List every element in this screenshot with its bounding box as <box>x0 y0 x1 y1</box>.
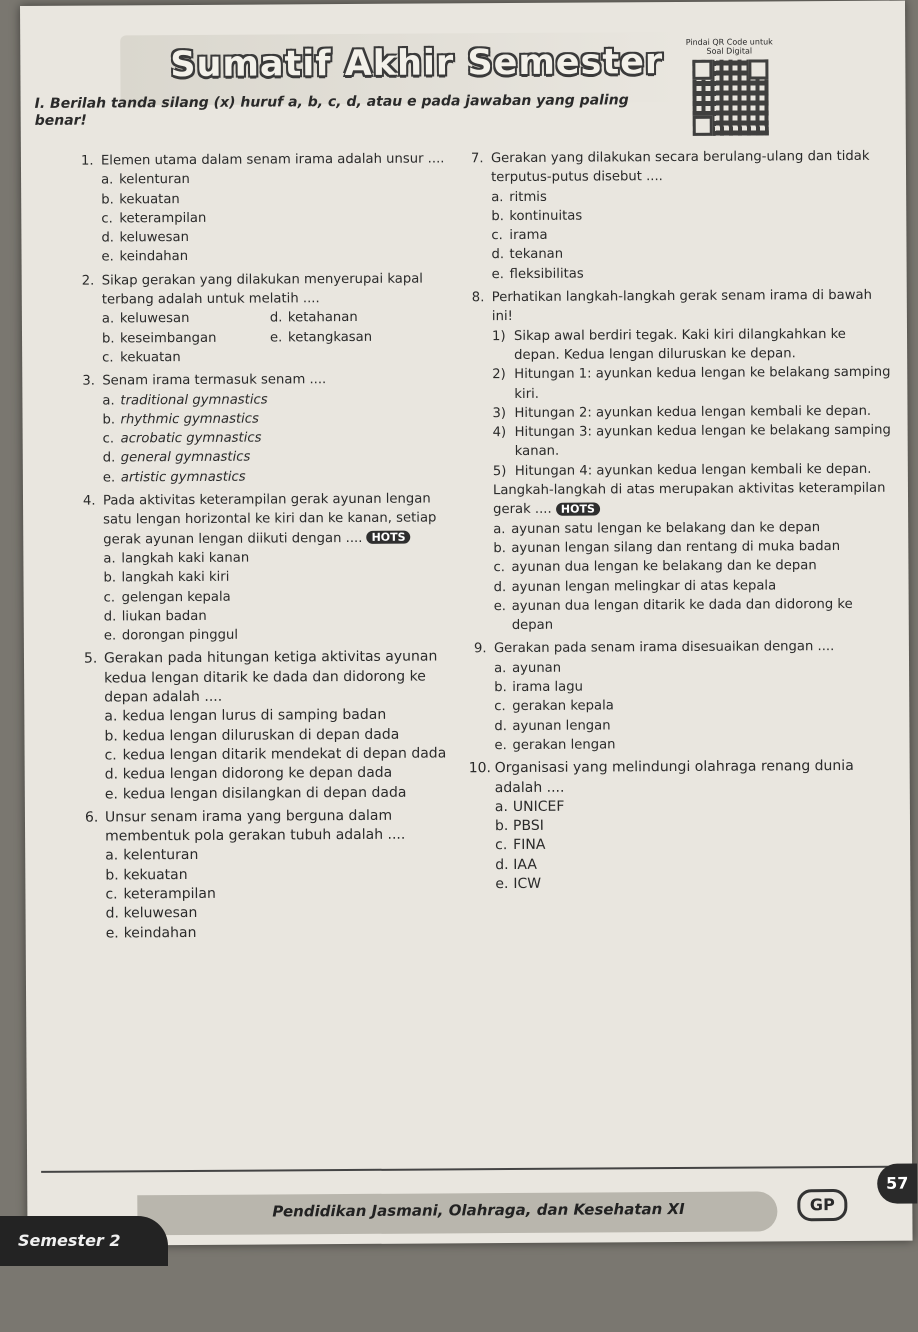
question-6: 6. Unsur senam irama yang berguna dalam membentuk pola gerakan tubuh adalah .... a. kelenturan b. kekuatan c. keterampilan d. keluwesan e. keindahan <box>85 806 466 943</box>
right-column <box>468 147 896 899</box>
semester-tab: Semester 2 <box>0 1216 168 1266</box>
book-title: Pendidikan Jasmani, Olahraga, dan Kesehatan XI <box>272 1199 685 1221</box>
option-e[interactable]: e. gerakan lengan <box>494 737 616 754</box>
step-item: 4) Hitungan 3: ayunkan kedua lengan ke belakang samping kanan. <box>492 422 891 460</box>
question-text: Senam irama termasuk senam .... <box>102 372 327 389</box>
question-2: 2. Sikap gerakan yang dilakukan menyerupai kapal terbang adalah untuk melatih .... a. keluwesan d. ketahanan b. keseimbangan e. ketangkasan c. kekuatan <box>82 269 463 368</box>
hots-badge: HOTS <box>367 531 411 544</box>
option-d[interactable]: d. kedua lengan didorong ke depan dada <box>104 764 393 783</box>
footer-divider <box>41 1166 901 1173</box>
left-column <box>81 149 466 947</box>
worksheet-page <box>20 1 913 1246</box>
option-b[interactable]: b. kedua lengan diluruskan di depan dada <box>104 726 400 745</box>
option-e[interactable]: e. ketangkasan <box>269 329 373 346</box>
question-text: Gerakan pada senam irama disesuaikan dengan .... <box>493 639 835 657</box>
instruction: I. Berilah tanda silang (x) huruf a, b, c, d, atau e pada jawaban yang paling benar! <box>34 92 629 129</box>
publisher-logo: GP <box>797 1189 847 1221</box>
option-d[interactable]: d. keluwesan <box>105 905 198 922</box>
question-5: 5. Gerakan pada hitungan ketiga aktivitas ayunan kedua lengan ditarik ke dada dan didorong ke depan adalah .... a. kedua lengan lurus di samping badan b. kedua lengan diluruskan di depan dada c. kedua lengan ditarik mendekat di depan dada d. kedua lengan didorong ke depan dada e. kedua lengan disilangkan di depan dada <box>84 648 465 805</box>
question-4: 4. Pada aktivitas keterampilan gerak ayunan lengan satu lengan horizontal ke kiri dan ke kanan, setiap gerak ayunan lengan diikuti dengan .... HOTS a. langkah kaki kanan b. langkah kaki kiri c. gelengan kepala d. liukan badan e. dorongan pinggul <box>83 489 464 646</box>
question-text: Gerakan yang dilakukan secara berulang-ulang dan tidak terputus-putus disebut .... <box>490 148 870 186</box>
option-b[interactable]: b. kekuatan <box>101 191 180 208</box>
option-b[interactable]: b. irama lagu <box>494 679 583 696</box>
option-d[interactable]: d. IAA <box>495 856 537 873</box>
question-text: Elemen utama dalam senam irama adalah unsur .... <box>100 151 445 169</box>
option-a[interactable]: a. traditional gymnastics <box>102 392 268 409</box>
option-b[interactable]: b. kontinuitas <box>491 208 583 225</box>
option-b[interactable]: b. langkah kaki kiri <box>103 569 230 586</box>
question-text: Perhatikan langkah-langkah gerak senam irama di bawah ini! <box>491 287 872 325</box>
option-d[interactable]: d. ketahanan <box>269 310 358 326</box>
option-d[interactable]: d. ayunan lengan melingkar di atas kepala <box>493 577 777 595</box>
qr-label: Pindai QR Code untuk Soal Digital <box>685 37 773 56</box>
option-a[interactable]: a. kelenturan <box>101 172 190 188</box>
option-b[interactable]: b. keseimbangan <box>101 330 217 347</box>
option-c[interactable]: c. FINA <box>495 837 546 854</box>
step-item: 3) Hitungan 2: ayunkan kedua lengan kembali ke depan. <box>492 403 872 421</box>
option-c[interactable]: c. kekuatan <box>102 349 181 366</box>
option-c[interactable]: c. keterampilan <box>101 210 207 227</box>
option-e[interactable]: e. ayunan dua lengan ditarik ke dada dan didorong ke depan <box>493 596 853 634</box>
question-3: 3. Senam irama termasuk senam .... a. traditional gymnastics b. rhythmic gymnastics c. acrobatic gymnastics d. general gymnastics e. artistic gymnastics <box>82 370 463 488</box>
question-text: Organisasi yang melindungi olahraga renang dunia adalah .... <box>494 758 854 796</box>
question-text: Unsur senam irama yang berguna dalam membentuk pola gerakan tubuh adalah .... <box>104 807 406 845</box>
option-b[interactable]: b. kekuatan <box>105 866 188 884</box>
option-b[interactable]: b. rhythmic gymnastics <box>102 411 259 428</box>
option-d[interactable]: d. liukan badan <box>103 608 207 625</box>
option-c[interactable]: c. irama <box>491 227 548 244</box>
option-d[interactable]: d. general gymnastics <box>102 450 251 466</box>
option-c[interactable]: c. gelengan kepala <box>103 589 231 606</box>
option-b[interactable]: b. ayunan lengan silang dan rentang di muka badan <box>493 538 841 557</box>
option-a[interactable]: a. UNICEF <box>494 798 565 815</box>
question-10: 10. Organisasi yang melindungi olahraga renang dunia adalah .... a. UNICEF b. PBSI c. FINA d. IAA e. ICW <box>475 757 896 895</box>
step-item: 5) Hitungan 4: ayunkan kedua lengan kembali ke depan. <box>492 461 872 479</box>
option-a[interactable]: a. kelenturan <box>105 847 199 864</box>
page-title: Sumatif Akhir Semester <box>170 42 664 86</box>
option-e[interactable]: e. ICW <box>495 875 542 893</box>
option-d[interactable]: d. tekanan <box>491 247 564 263</box>
option-c[interactable]: c. ayunan dua lengan ke belakang dan ke depan <box>493 558 817 576</box>
option-c[interactable]: c. gerakan kepala <box>494 698 614 715</box>
page-number: 57 <box>877 1164 917 1204</box>
step-list <box>492 324 893 481</box>
option-e[interactable]: e. dorongan pinggul <box>103 627 239 644</box>
qr-code-icon[interactable] <box>692 59 768 135</box>
question-8: 8. Perhatikan langkah-langkah gerak senam irama di bawah ini! 1) Sikap awal berdiri tegak. Kaki kiri dilangkahkan ke depan. Kedua lengan diluruskan ke depan. 2) Hitungan 1: ayunkan kedua lengan ke belakang samping kiri. 3) Hitungan 2: ayunkan kedua lengan kembali ke depan. 4) Hitungan 3: ayunkan kedua lengan ke belakang samping kanan. 5) Hitungan 4: ayunkan kedua lengan kembali ke depan. Langkah-langkah di atas merupakan aktivitas keterampilan gerak .... HOTS a. ayunan satu lengan ke belakang dan ke depan b. ayunan lengan silang dan rentang di muka badan c. ayunan dua lengan ke belakang dan ke depan d. ayunan lengan melingkar di atas kepala e. ayunan dua lengan ditarik ke dada dan didorong ke depan <box>472 286 894 636</box>
option-d[interactable]: d. ayunan lengan <box>494 718 611 734</box>
option-e[interactable]: e. keindahan <box>101 249 189 265</box>
question-7: 7. Gerakan yang dilakukan secara berulang-ulang dan tidak terputus-putus disebut .... a. ritmis b. kontinuitas c. irama d. tekanan e. fleksibilitas <box>471 147 892 285</box>
question-text: Sikap gerakan yang dilakukan menyerupai kapal terbang adalah untuk melatih .... <box>101 271 423 308</box>
option-e[interactable]: e. artistic gymnastics <box>102 469 246 486</box>
question-text: Gerakan pada hitungan ketiga aktivitas ayunan kedua lengan ditarik ke dada dan didorong ke depan adalah .... <box>103 648 438 706</box>
option-a[interactable]: a. ritmis <box>491 189 547 205</box>
question-text: Pada aktivitas keterampilan gerak ayunan lengan satu lengan horizontal ke kiri dan ke kanan, setiap gerak ayunan lengan diikuti dengan .... <box>102 491 437 548</box>
option-e[interactable]: e. kedua lengan disilangkan di depan dada <box>104 784 407 802</box>
option-b[interactable]: b. PBSI <box>494 817 544 835</box>
step-item: 1) Sikap awal berdiri tegak. Kaki kiri dilangkahkan ke depan. Kedua lengan diluruskan ke depan. <box>491 326 846 363</box>
option-c[interactable]: c. keterampilan <box>105 885 216 903</box>
option-d[interactable]: d. keluwesan <box>101 230 189 246</box>
hots-badge: HOTS <box>556 502 600 515</box>
question-9: 9. Gerakan pada senam irama disesuaikan dengan .... a. ayunan b. irama lagu c. gerakan kepala d. ayunan lengan e. gerakan lengan <box>474 637 895 755</box>
step-item: 2) Hitungan 1: ayunkan kedua lengan ke belakang samping kiri. <box>492 364 891 402</box>
option-c[interactable]: c. acrobatic gymnastics <box>102 430 262 447</box>
option-a[interactable]: a. ayunan <box>494 660 562 676</box>
option-e[interactable]: e. fleksibilitas <box>491 266 584 282</box>
option-a[interactable]: a. keluwesan <box>101 311 190 327</box>
option-a[interactable]: a. kedua lengan lurus di samping badan <box>104 707 387 725</box>
option-e[interactable]: e. keindahan <box>105 924 197 942</box>
option-a[interactable]: a. langkah kaki kanan <box>103 550 250 567</box>
question-1: 1. Elemen utama dalam senam irama adalah unsur .... a. kelenturan b. kekuatan c. keterampilan d. keluwesan e. keindahan <box>81 149 462 267</box>
option-c[interactable]: c. kedua lengan ditarik mendekat di depan dada <box>104 745 447 764</box>
question-stem: Langkah-langkah di atas merupakan aktivitas keterampilan gerak .... <box>492 480 886 518</box>
option-a[interactable]: a. ayunan satu lengan ke belakang dan ke depan <box>493 519 821 537</box>
